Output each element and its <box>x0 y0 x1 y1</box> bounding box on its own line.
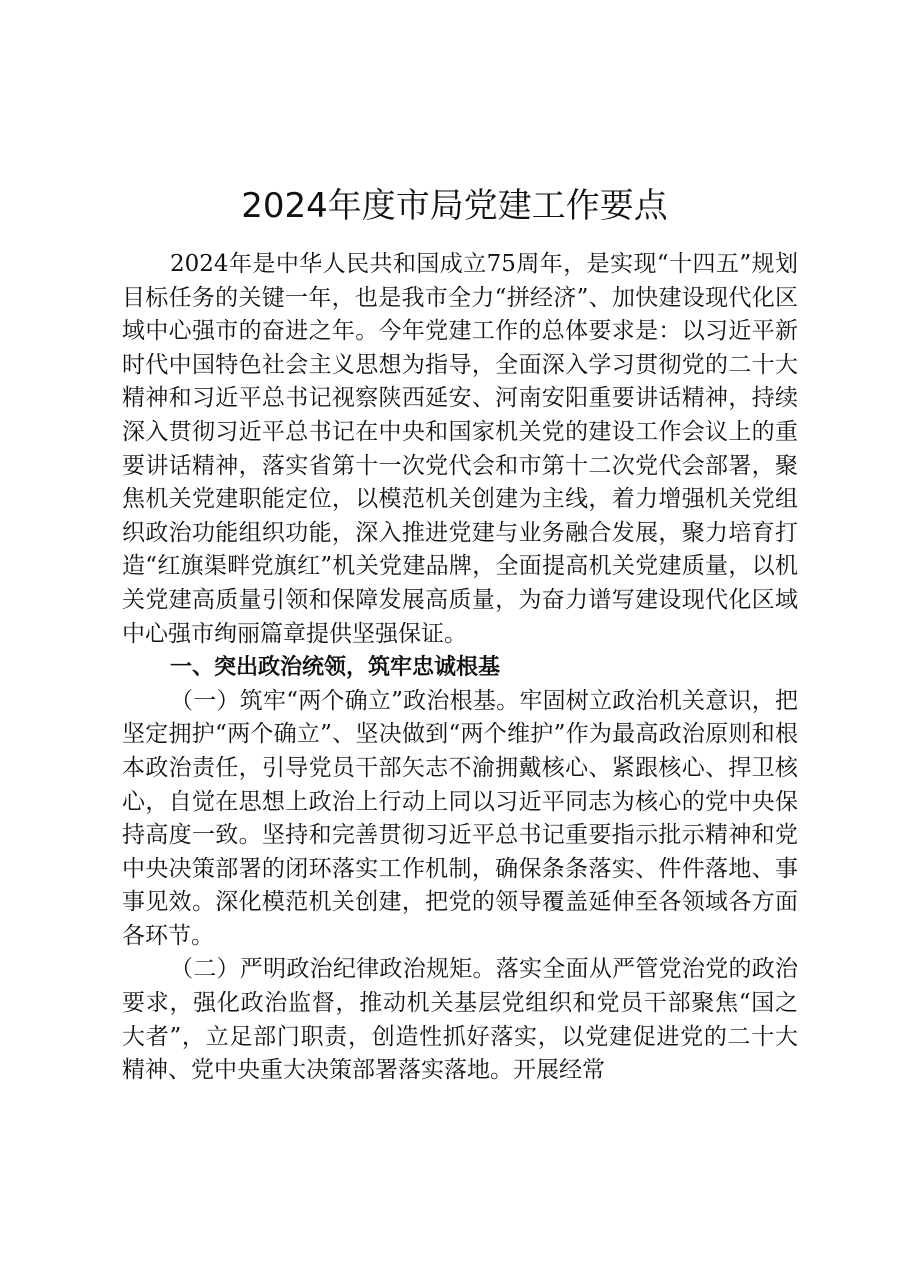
section-heading-1: 一、突出政治统领，筑牢忠诚根基 <box>170 655 501 681</box>
subsection-paragraph-2: （二）严明政治纪律政治规矩。落实全面从严管党治党的政治要求，强化政治监督，推动机关基层党组织和党员干部聚焦“国之大者”，立足部门职责，创造性抓好落实，以党建促进党的二十大精神、党中央重大决策部署落实落地。开展经常 <box>122 956 798 1084</box>
subsection-paragraph-1: （一）筑牢“两个确立”政治根基。牢固树立政治机关意识，把坚定拥护“两个确立”、坚决做到“两个维护”作为最高政治原则和根本政治责任，引导党员干部矢志不渝拥戴核心、紧跟核心、捍卫核心，自觉在思想上政治上行动上同以习近平同志为核心的党中央保持高度一致。坚持和完善贯彻习近平总书记重要指示批示精神和党中央决策部署的闭环落实工作机制，确保条条落实、件件落地、事事见效。深化模范机关创建，把党的领导覆盖延伸至各领域各方面各环节。 <box>122 687 798 949</box>
document-title: 2024年度市局党建工作要点 <box>241 185 668 226</box>
intro-paragraph: 2024年是中华人民共和国成立75周年，是实现“十四五”规划目标任务的关键一年，也是我市全力“拼经济”、加快建设现代化区域中心强市的奋进之年。今年党建工作的总体要求是：以习近平新时代中国特色社会主义思想为指导，全面深入学习贯彻党的二十大精神和习近平总书记视察陕西延安、河南安阳重要讲话精神，持续深入贯彻习近平总书记在中央和国家机关党的建设工作会议上的重要讲话精神，落实省第十一次党代会和市第十二次党代会部署，聚焦机关党建职能定位，以模范机关创建为主线，着力增强机关党组织政治功能组织功能，深入推进党建与业务融合发展，聚力培育打造“红旗渠畔党旗红”机关党建品牌，全面提高机关党建质量，以机关党建高质量引领和保障发展高质量，为奋力谱写建设现代化区域中心强市绚丽篇章提供坚强保证。 <box>122 251 798 647</box>
document-body <box>122 248 798 1088</box>
